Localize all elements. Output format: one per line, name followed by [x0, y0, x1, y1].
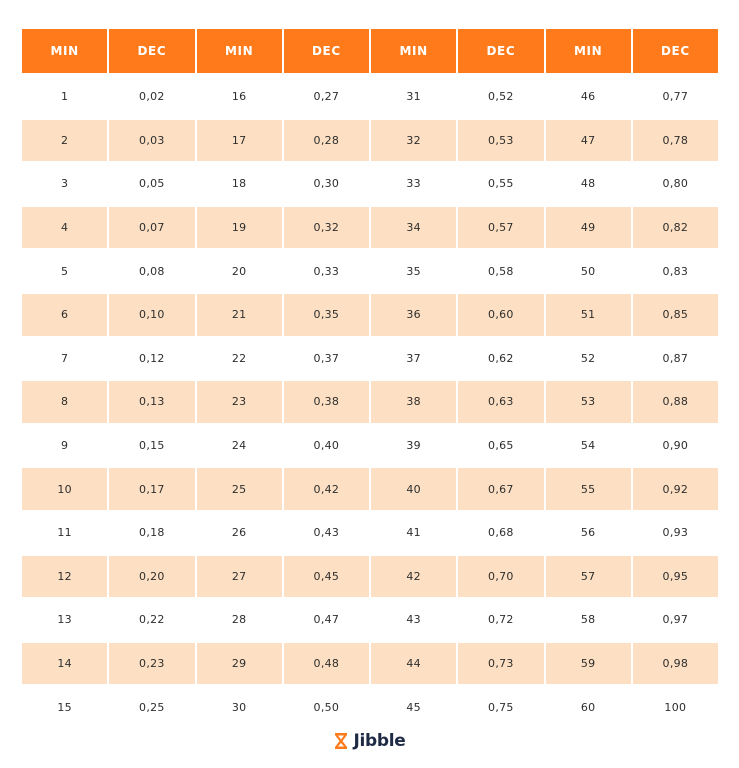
decimal-cell: 0,02 — [139, 90, 165, 104]
decimal-cell: 0,55 — [488, 177, 514, 191]
decimal-cell: 0,18 — [139, 526, 165, 540]
decimal-cell: 0,58 — [488, 264, 514, 278]
decimal-cell: 0,25 — [139, 700, 165, 714]
decimal-cell: 0,82 — [633, 207, 718, 249]
decimal-cell: 0,68 — [488, 526, 514, 540]
table-row — [22, 468, 718, 510]
minutes-cell: 54 — [580, 439, 596, 453]
decimal-cell: 0,15 — [139, 439, 165, 453]
table-row — [22, 75, 718, 119]
decimal-cell: 0,70 — [458, 556, 543, 598]
table-header-row — [22, 29, 718, 73]
minutes-cell: 38 — [371, 381, 456, 423]
minutes-to-decimal-table — [22, 29, 718, 729]
minutes-cell: 59 — [546, 643, 631, 685]
minutes-cell: 46 — [580, 90, 596, 104]
decimal-cell: 0,28 — [284, 120, 369, 162]
decimal-cell: 0,77 — [662, 90, 689, 104]
table-row — [22, 598, 718, 642]
decimal-cell: 0,98 — [633, 643, 718, 685]
table-row — [22, 381, 718, 423]
header-cell-min-2: MIN — [197, 29, 282, 73]
minutes-cell: 29 — [197, 643, 282, 685]
logo-wordmark: Jibble — [353, 731, 406, 751]
decimal-cell: 0,65 — [488, 439, 514, 453]
decimal-cell: 0,20 — [109, 556, 194, 598]
decimal-cell: 0,97 — [662, 613, 689, 627]
table-row — [22, 294, 718, 336]
decimal-cell: 0,53 — [458, 120, 543, 162]
decimal-cell: 0,32 — [284, 207, 369, 249]
minutes-cell: 14 — [22, 643, 107, 685]
minutes-cell: 43 — [406, 613, 421, 627]
decimal-cell: 0,03 — [109, 120, 194, 162]
decimal-cell: 0,62 — [488, 351, 514, 365]
decimal-cell: 0,60 — [458, 294, 543, 336]
minutes-cell: 34 — [371, 207, 456, 249]
decimal-cell: 0,93 — [662, 526, 689, 540]
minutes-cell: 5 — [60, 264, 69, 278]
decimal-cell: 0,13 — [109, 381, 194, 423]
decimal-cell: 0,10 — [109, 294, 194, 336]
header-cell-dec-2: DEC — [284, 29, 369, 73]
table-row — [22, 162, 718, 206]
footer-logo — [0, 728, 739, 754]
table-row — [22, 424, 718, 468]
minutes-cell: 6 — [22, 294, 107, 336]
minutes-cell: 47 — [546, 120, 631, 162]
minutes-cell: 57 — [546, 556, 631, 598]
decimal-cell: 0,95 — [633, 556, 718, 598]
decimal-cell: 0,87 — [662, 351, 689, 365]
table-row — [22, 337, 718, 381]
decimal-cell: 0,35 — [284, 294, 369, 336]
hourglass-icon — [333, 732, 349, 750]
minutes-cell: 23 — [197, 381, 282, 423]
decimal-cell: 0,05 — [139, 177, 165, 191]
minutes-cell: 49 — [546, 207, 631, 249]
decimal-cell: 0,90 — [662, 439, 689, 453]
header-cell-dec-1: DEC — [109, 29, 194, 73]
minutes-cell: 3 — [60, 177, 69, 191]
decimal-cell: 0,33 — [313, 264, 340, 278]
table-row — [22, 207, 718, 249]
table-body — [22, 75, 718, 729]
minutes-cell: 35 — [406, 264, 421, 278]
minutes-cell: 45 — [406, 700, 421, 714]
decimal-cell: 0,80 — [662, 177, 689, 191]
decimal-cell: 0,57 — [458, 207, 543, 249]
minutes-cell: 24 — [231, 439, 247, 453]
table-row — [22, 685, 718, 729]
decimal-cell: 0,37 — [313, 351, 340, 365]
header-cell-min-4: MIN — [546, 29, 631, 73]
minutes-cell: 22 — [231, 351, 247, 365]
decimal-cell: 0,73 — [458, 643, 543, 685]
minutes-cell: 56 — [580, 526, 596, 540]
decimal-cell: 0,85 — [633, 294, 718, 336]
minutes-cell: 1 — [60, 90, 69, 104]
decimal-cell: 0,12 — [139, 351, 165, 365]
decimal-cell: 0,83 — [662, 264, 689, 278]
header-cell-dec-3: DEC — [458, 29, 543, 73]
minutes-cell: 40 — [371, 468, 456, 510]
minutes-cell: 15 — [57, 700, 72, 714]
decimal-cell: 0,27 — [313, 90, 340, 104]
minutes-cell: 53 — [546, 381, 631, 423]
minutes-cell: 51 — [546, 294, 631, 336]
minutes-cell: 12 — [22, 556, 107, 598]
minutes-cell: 21 — [197, 294, 282, 336]
minutes-cell: 9 — [60, 439, 69, 453]
decimal-cell: 0,42 — [284, 468, 369, 510]
minutes-cell: 41 — [406, 526, 421, 540]
table-row — [22, 249, 718, 293]
decimal-cell: 0,23 — [109, 643, 194, 685]
minutes-cell: 44 — [371, 643, 456, 685]
minutes-cell: 48 — [580, 177, 596, 191]
header-cell-min-3: MIN — [371, 29, 456, 73]
minutes-cell: 55 — [546, 468, 631, 510]
decimal-cell: 100 — [664, 700, 687, 714]
minutes-cell: 27 — [197, 556, 282, 598]
minutes-cell: 18 — [231, 177, 247, 191]
minutes-cell: 36 — [371, 294, 456, 336]
decimal-cell: 0,52 — [488, 90, 514, 104]
minutes-cell: 25 — [197, 468, 282, 510]
decimal-cell: 0,22 — [139, 613, 165, 627]
minutes-cell: 28 — [231, 613, 247, 627]
minutes-cell: 20 — [231, 264, 247, 278]
minutes-cell: 13 — [57, 613, 72, 627]
decimal-cell: 0,50 — [313, 700, 340, 714]
minutes-cell: 30 — [231, 700, 247, 714]
decimal-cell: 0,30 — [313, 177, 340, 191]
minutes-cell: 26 — [231, 526, 247, 540]
decimal-cell: 0,48 — [284, 643, 369, 685]
decimal-cell: 0,40 — [313, 439, 340, 453]
decimal-cell: 0,92 — [633, 468, 718, 510]
decimal-cell: 0,88 — [633, 381, 718, 423]
decimal-cell: 0,17 — [109, 468, 194, 510]
table-row — [22, 556, 718, 598]
minutes-cell: 42 — [371, 556, 456, 598]
decimal-cell: 0,72 — [488, 613, 514, 627]
table-row — [22, 643, 718, 685]
minutes-cell: 10 — [22, 468, 107, 510]
minutes-cell: 60 — [580, 700, 596, 714]
minutes-cell: 37 — [406, 351, 421, 365]
decimal-cell: 0,75 — [488, 700, 514, 714]
decimal-cell: 0,78 — [633, 120, 718, 162]
minutes-cell: 7 — [60, 351, 69, 365]
table-row — [22, 511, 718, 555]
decimal-cell: 0,67 — [458, 468, 543, 510]
minutes-cell: 32 — [371, 120, 456, 162]
table-row — [22, 120, 718, 162]
minutes-cell: 33 — [406, 177, 421, 191]
decimal-cell: 0,63 — [458, 381, 543, 423]
minutes-cell: 19 — [197, 207, 282, 249]
minutes-cell: 50 — [580, 264, 596, 278]
minutes-cell: 2 — [22, 120, 107, 162]
minutes-cell: 11 — [57, 526, 72, 540]
minutes-cell: 17 — [197, 120, 282, 162]
minutes-cell: 4 — [22, 207, 107, 249]
minutes-cell: 8 — [22, 381, 107, 423]
decimal-cell: 0,38 — [284, 381, 369, 423]
minutes-cell: 16 — [231, 90, 247, 104]
header-cell-min-1: MIN — [22, 29, 107, 73]
decimal-cell: 0,07 — [109, 207, 194, 249]
minutes-cell: 39 — [406, 439, 421, 453]
minutes-cell: 58 — [580, 613, 596, 627]
header-cell-dec-4: DEC — [633, 29, 718, 73]
decimal-cell: 0,43 — [313, 526, 340, 540]
decimal-cell: 0,45 — [284, 556, 369, 598]
minutes-cell: 52 — [580, 351, 596, 365]
minutes-cell: 31 — [406, 90, 421, 104]
decimal-cell: 0,47 — [313, 613, 340, 627]
decimal-cell: 0,08 — [139, 264, 165, 278]
